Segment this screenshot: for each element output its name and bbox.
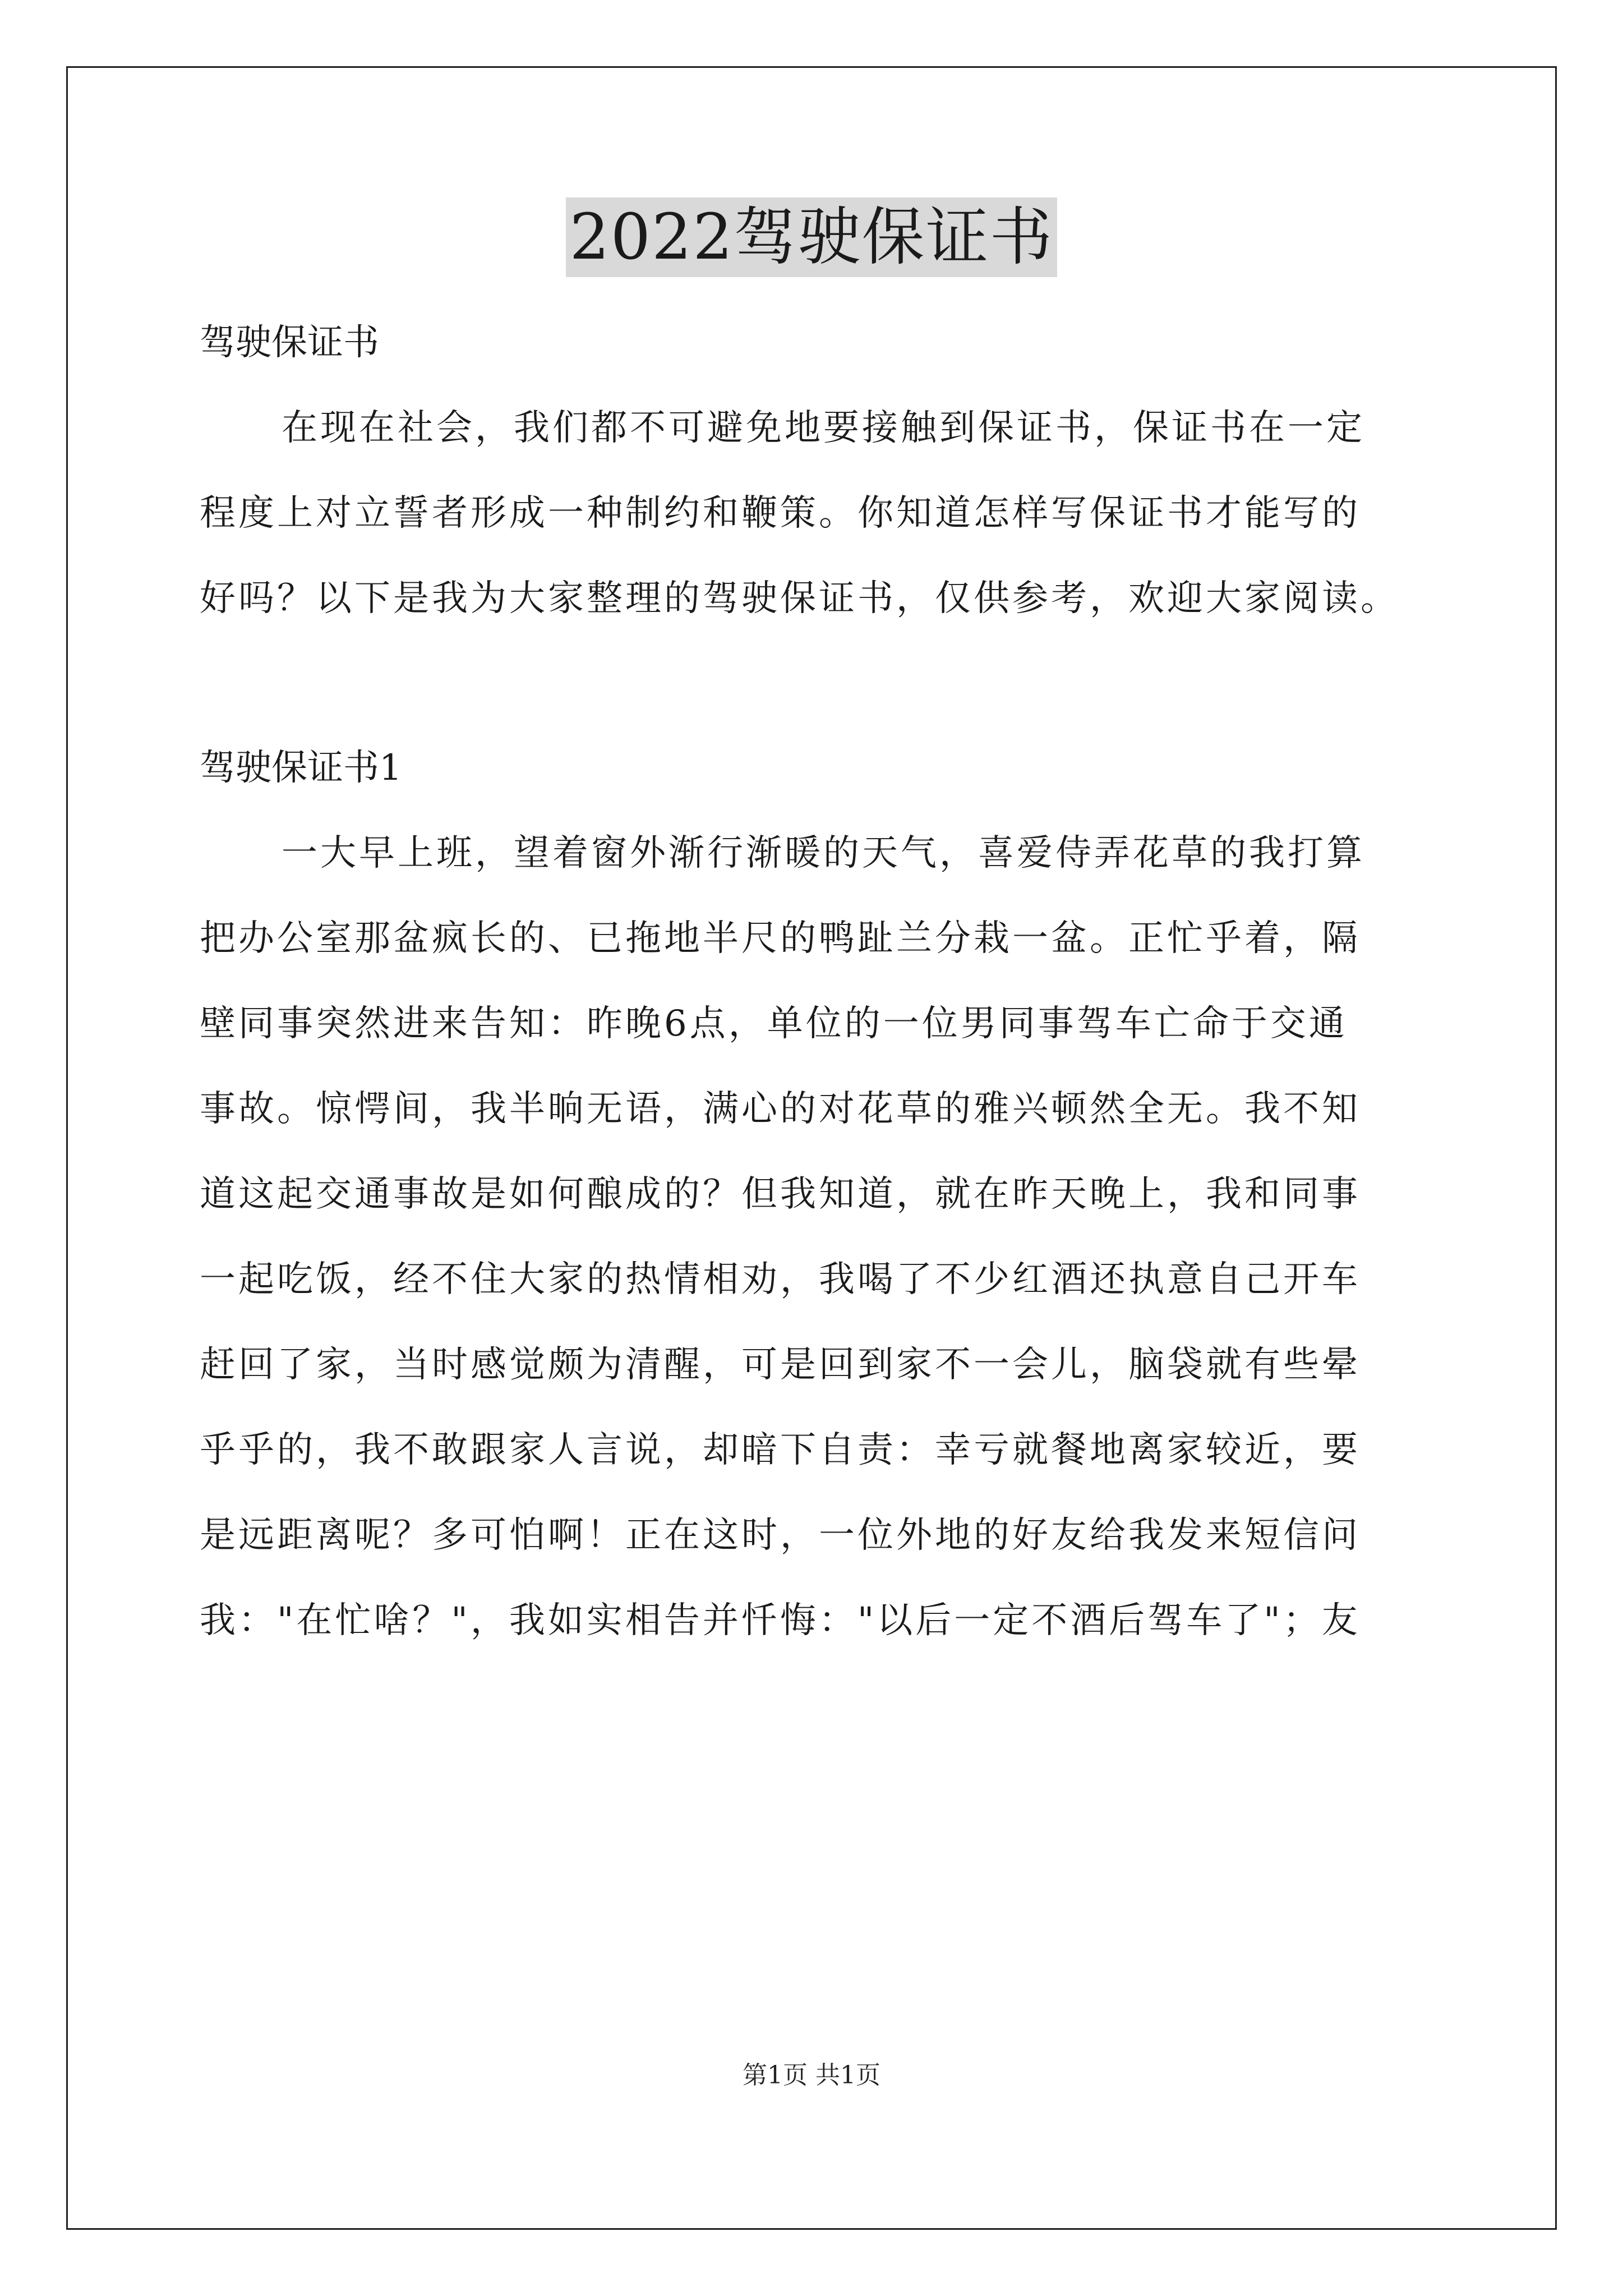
section-1-line: 我："在忙啥？"，我如实相告并忏悔："以后一定不酒后驾车了"；友 — [200, 1600, 1361, 1641]
section-1-line: 一起吃饭，经不住大家的热情相劝，我喝了不少红酒还执意自己开车 — [200, 1259, 1361, 1300]
section-1-line: 乎乎的，我不敢跟家人言说，却暗下自责：幸亏就餐地离家较近，要 — [200, 1429, 1361, 1471]
section-1-line: 赶回了家，当时感觉颇为清醒，可是回到家不一会儿，脑袋就有些晕 — [200, 1344, 1361, 1386]
section-1-line: 一大早上班，望着窗外渐行渐暖的天气，喜爱侍弄花草的我打算 — [282, 832, 1365, 874]
section-1-line: 是远距离呢？多可怕啊！正在这时，一位外地的好友给我发来短信问 — [200, 1515, 1361, 1556]
heading-main: 驾驶保证书 — [200, 322, 379, 364]
intro-line: 程度上对立誓者形成一种制约和鞭策。你知道怎样写保证书才能写的 — [200, 493, 1361, 534]
section-1-line: 壁同事突然进来告知：昨晚6点，单位的一位男同事驾车亡命于交通 — [200, 1003, 1348, 1045]
intro-line: 好吗？以下是我为大家整理的驾驶保证书，仅供参考，欢迎大家阅读。 — [200, 578, 1399, 619]
document-title: 2022驾驶保证书 — [566, 197, 1057, 277]
document-body — [200, 300, 1432, 1663]
paragraph-gap — [200, 641, 1432, 725]
intro-line: 在现在社会，我们都不可避免地要接触到保证书，保证书在一定 — [282, 407, 1365, 449]
section-1-heading: 驾驶保证书1 — [200, 747, 402, 789]
document-title-wrapper — [0, 197, 1623, 277]
section-1-line: 把办公室那盆疯长的、已拖地半尺的鸭趾兰分栽一盆。正忙乎着，隔 — [200, 918, 1361, 959]
page-footer — [0, 2059, 1623, 2092]
section-1-line: 道这起交通事故是如何酿成的？但我知道，就在昨天晚上，我和同事 — [200, 1174, 1361, 1215]
section-1-line: 事故。惊愕间，我半晌无语，满心的对花草的雅兴顿然全无。我不知 — [200, 1088, 1361, 1130]
page-number: 第1页 共1页 — [743, 2061, 880, 2090]
